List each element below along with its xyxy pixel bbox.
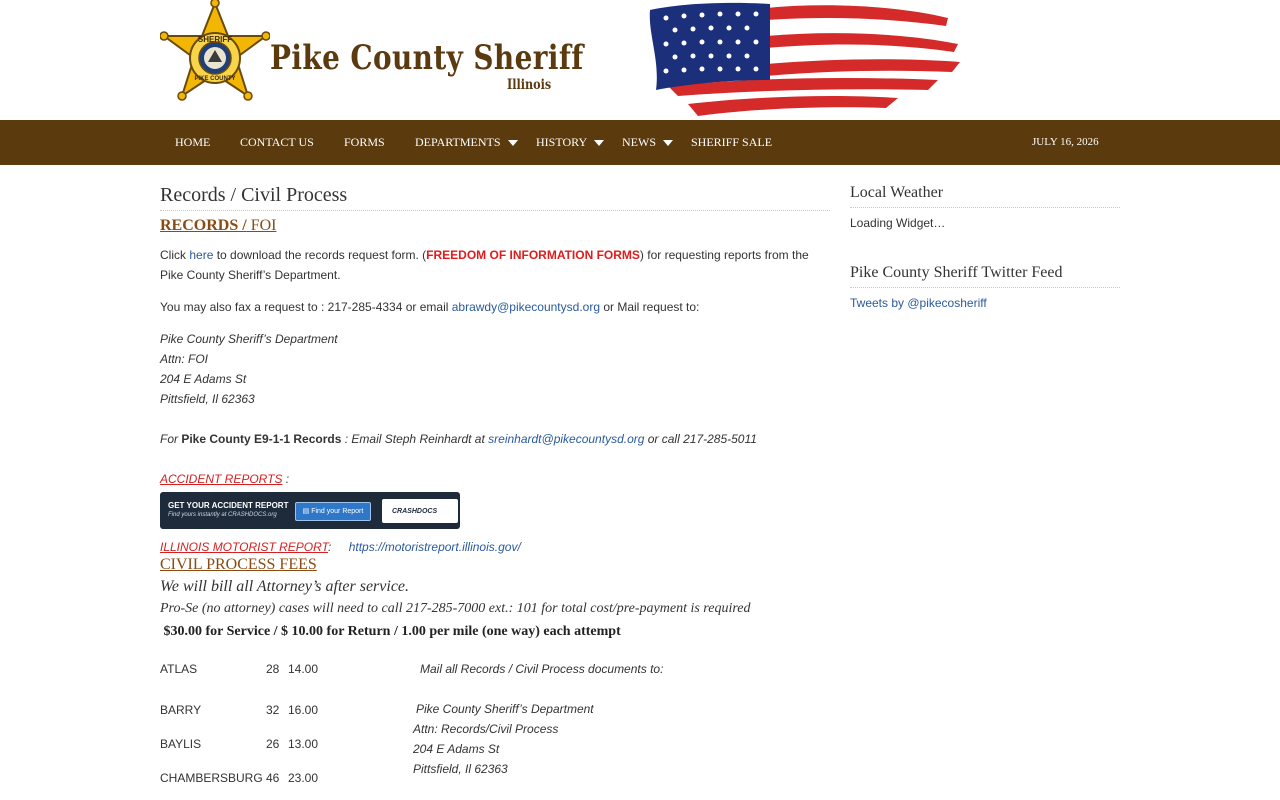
table-row: [160, 703, 318, 717]
address-line: 204 E Adams St: [160, 372, 247, 386]
records-heading-bold: RECORDS /: [160, 217, 247, 234]
weather-widget-title: Local Weather: [850, 184, 1120, 208]
nav-home[interactable]: [175, 120, 210, 165]
address-line: Pike County Sheriff’s Department: [416, 702, 594, 716]
town-name: BAYLIS: [160, 737, 202, 751]
town-cost: 16.00: [288, 703, 319, 717]
badge-top-text: SHERIFF: [197, 35, 233, 44]
fee-schedule-line: $30.00 for Service / $ 10.00 for Return / 1.00 per mile (one way) each attempt: [160, 624, 621, 639]
address-line: Attn: Records/Civil Process: [413, 722, 559, 736]
table-row: [160, 771, 318, 785]
motorist-report-link[interactable]: ILLINOIS MOTORIST REPORT: [160, 540, 329, 554]
nav-sheriff-sale[interactable]: [691, 120, 772, 165]
chevron-down-icon: [508, 140, 518, 146]
town-miles: 28: [266, 662, 280, 676]
sidebar: [850, 180, 1120, 310]
nav-history-label: HISTORY: [536, 135, 588, 149]
town-cost: 13.00: [288, 737, 319, 751]
flag-icon: [648, 0, 960, 120]
e911-records-label: Pike County E9-1-1 Records: [181, 432, 342, 446]
town-name: BARRY: [160, 703, 202, 717]
nav-contact-us[interactable]: [240, 120, 314, 165]
town-name: CHAMBERSBURG: [160, 771, 263, 785]
town-cost: 23.00: [288, 771, 319, 785]
nav-history[interactable]: [536, 120, 604, 165]
nav-departments[interactable]: [415, 120, 518, 165]
address-line: Pittsfield, Il 62363: [413, 762, 508, 776]
fax-email-paragraph: [160, 297, 830, 317]
address-line: Pittsfield, Il 62363: [160, 392, 255, 406]
nav-home-label: HOME: [175, 135, 211, 149]
foi-forms-label: FREEDOM OF INFORMATION FORMS: [426, 248, 640, 262]
crashdocs-logo: CRASHDOCS: [392, 508, 438, 515]
motorist-report-url[interactable]: https://motoristreport.illinois.gov/: [348, 540, 521, 554]
main-content: [160, 180, 830, 640]
e911-text-a: For: [160, 432, 182, 446]
para1-text-a: Click: [160, 248, 190, 262]
document-icon: ▤: [302, 508, 312, 515]
mail-documents-label: Mail all Records / Civil Process documents to:: [420, 662, 664, 676]
sheriff-badge-logo[interactable]: [160, 0, 270, 125]
para1-text-b: to download the records request form. (: [213, 248, 427, 262]
address-line: Attn: FOI: [160, 352, 209, 366]
town-cost: 14.00: [288, 662, 319, 676]
nav-news[interactable]: [622, 120, 673, 165]
site-header: [0, 0, 1280, 120]
foi-mailing-address: [160, 329, 830, 409]
chevron-down-icon: [594, 140, 604, 146]
nav-contact-label: CONTACT US: [240, 135, 314, 149]
chevron-down-icon: [663, 140, 673, 146]
motorist-colon: :: [328, 540, 332, 554]
attorney-billing-line: We will bill all Attorney’s after service.: [160, 578, 410, 595]
sheriff-star-icon: [160, 0, 270, 120]
banner-subline: Find yours instantly at CRASHDOCS.org: [168, 512, 277, 518]
town-miles: 46: [266, 771, 280, 785]
main-navigation: [0, 120, 1280, 165]
current-date: JULY 16, 2026: [1032, 136, 1099, 148]
weather-loading-text: Loading Widget…: [850, 216, 946, 230]
nav-news-label: NEWS: [622, 135, 656, 149]
find-report-button[interactable]: [295, 502, 371, 521]
para2-text-a: You may also fax a request to : 217-285-4334 or email: [160, 300, 452, 314]
e911-records-paragraph: [160, 429, 830, 449]
banner-headline: GET YOUR ACCIDENT REPORT: [168, 501, 289, 510]
twitter-feed-title: Pike County Sheriff Twitter Feed: [850, 264, 1120, 288]
town-miles: 26: [266, 737, 280, 751]
nav-sheriff-sale-label: SHERIFF SALE: [691, 135, 773, 149]
badge-bottom-text: PIKE COUNTY: [194, 76, 236, 82]
town-miles: 32: [266, 703, 280, 717]
para1-text-c: ) for requesting reports from the Pike County Sheriff’s Department.: [160, 248, 809, 282]
e911-text-c: or call 217-285-5011: [644, 432, 757, 446]
page-title: Records / Civil Process: [160, 184, 830, 211]
civil-process-heading: CIVIL PROCESS FEES: [160, 556, 317, 573]
pro-se-line: Pro-Se (no attorney) cases will need to call 217-285-7000 ext.: 101 for total cost/pre-payment is required: [160, 601, 751, 616]
table-row: [160, 737, 318, 751]
accident-reports-link[interactable]: ACCIDENT REPORTS: [160, 472, 283, 486]
para2-text-b: or Mail request to:: [600, 300, 700, 314]
american-flag-banner: [648, 0, 960, 125]
accident-colon: :: [282, 472, 290, 486]
twitter-feed-link[interactable]: Tweets by @pikecosheriff: [850, 296, 987, 310]
records-request-paragraph: [160, 245, 830, 285]
crashdocs-banner[interactable]: [160, 492, 460, 529]
e911-text-b: : Email Steph Reinhardt at: [341, 432, 489, 446]
nav-forms[interactable]: [344, 120, 385, 165]
site-title[interactable]: Pike County Sheriff: [270, 38, 584, 78]
site-subtitle: Illinois: [507, 77, 552, 93]
address-line: 204 E Adams St: [413, 742, 500, 756]
nav-departments-label: DEPARTMENTS: [415, 135, 501, 149]
motorist-report-line: [160, 538, 830, 556]
table-row: [160, 662, 318, 676]
find-report-label: Find your Report: [311, 508, 364, 515]
records-form-link[interactable]: here: [189, 248, 214, 262]
records-foi-heading: [160, 217, 830, 235]
foi-heading-text: FOI: [246, 217, 277, 234]
town-name: ATLAS: [160, 662, 198, 676]
accident-reports-line: [160, 469, 830, 489]
nav-forms-label: FORMS: [344, 135, 385, 149]
foi-email-link[interactable]: abrawdy@pikecountysd.org: [451, 300, 600, 314]
e911-email-link[interactable]: sreinhardt@pikecountysd.org: [488, 432, 645, 446]
address-line: Pike County Sheriff’s Department: [160, 332, 338, 346]
